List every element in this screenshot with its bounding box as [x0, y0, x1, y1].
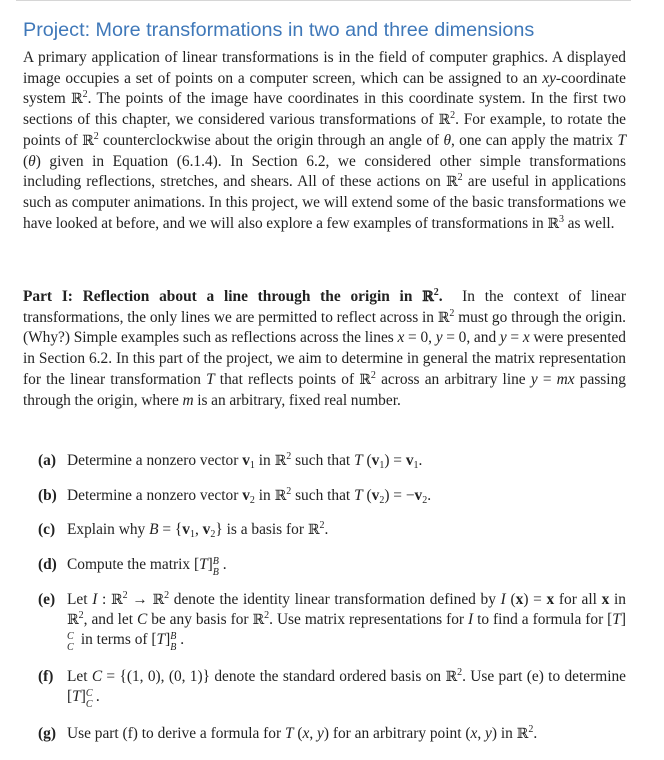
- part1-paragraph: Part I: Reflection about a line through the origin in ℝ$^2$. In the context of linear transformations, the only lines we are permitted to reflect across in ℝ$^2$ must go through the origin. (Why?) Simple examples such as reflections across the lines x = 0, y = 0, and y = x were presented in Section 6.2. In this part of the project, we aim to determine in general the matrix representation for the linear transformation T that reflects points of ℝ$^2$ across an arbitrary line y = mx passing through the origin, where m is an arbitrary, fixed real number.: [23, 287, 627, 409]
- exercise-item: (d) Compute the matrix [T] B B .: [38, 556, 227, 578]
- top-rule: [16, 0, 631, 1]
- part1-heading: Part I: Reflection about a line through the origin in ℝ$^2$.: [23, 287, 443, 305]
- exercise-item: (e) Let I : ℝ$^2$ → ℝ$^2$ denote the identity linear transformation defined by I (x) = x for all x in ℝ$^2$, and let C be any basis for ℝ$^2$. Use matrix representations for I to find a formula for [T] C C in terms of [T] B B .: [38, 590, 626, 654]
- exercise-item: (a) Determine a nonzero vector $v_1$ in ℝ$^2$ such that T $(v_1) = v_1$.: [38, 451, 423, 471]
- exercise-item: (g) Use part (f) to derive a formula for T (x, y) for an arbitrary point (x, y) in ℝ$^2$.: [38, 724, 538, 742]
- exercise-item: (f) Let C = {(1, 0), (0, 1)} denote the standard ordered basis on ℝ$^2$. Use part (e) to determine [T] C C .: [38, 667, 626, 711]
- exercise-item: (b) Determine a nonzero vector $v_2$ in ℝ$^2$ such that T $(v_2) = -v_2$.: [38, 486, 432, 506]
- intro-paragraph: A primary application of linear transformations is in the field of computer graphics. A displayed image occupies a set of points on a computer screen, which can be assigned to an xy-coordinate system ℝ$^2$. The points of the image have coordinates in this coordinate system. In the first two sections of this chapter, we considered various transformations of ℝ$^2$. For example, to rotate the points of ℝ$^2$ counterclockwise about the origin through an angle of θ, one can apply the matrix T (θ) given in Equation (6.1.4). In Section 6.2, we considered other simple transformations including reflections, stretches, and shears. All of these actions on ℝ$^2$ are useful in applications such as computer animations. In this project, we will extend some of the basic transformations we have looked at before, and we will also explore a few examples of transformations in ℝ$^3$ as well.: [23, 49, 627, 232]
- page-title: Project: More transformations in two and three dimensions: [23, 19, 535, 41]
- exercise-item: (c) Explain why $B = \{v_1$, $v_2$} is a basis for ℝ$^2$.: [38, 520, 329, 540]
